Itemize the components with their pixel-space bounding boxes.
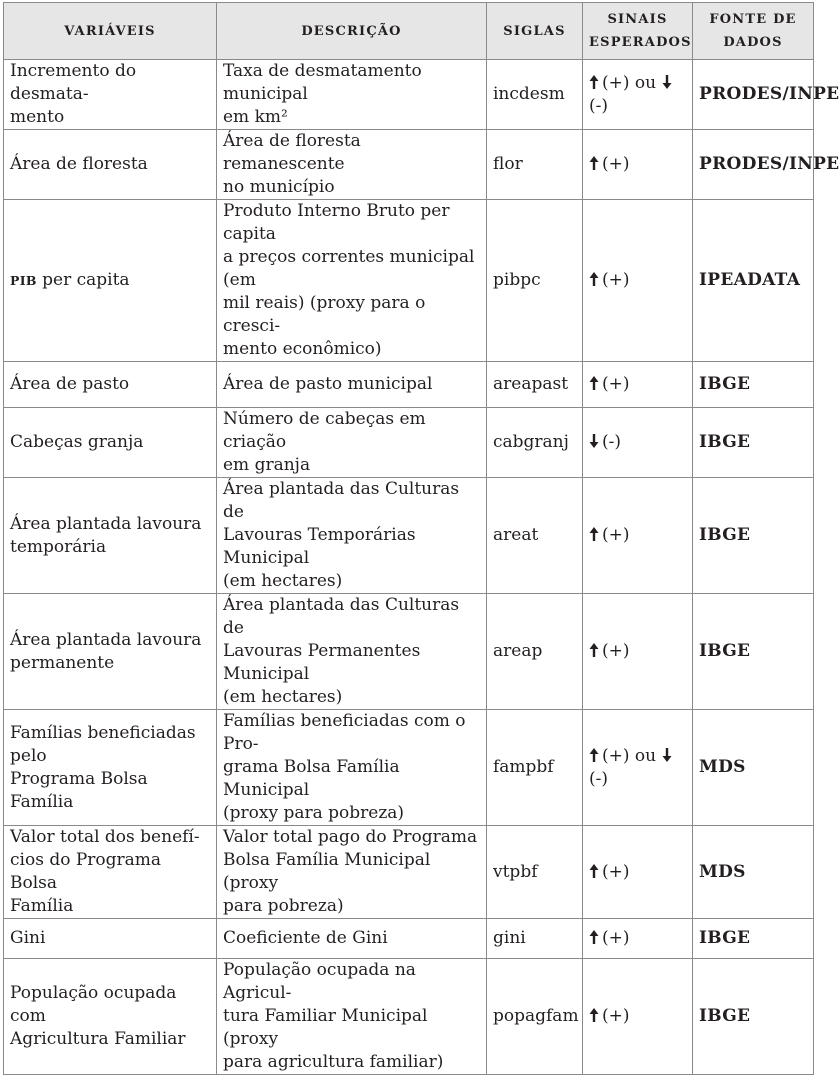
cell-fonte: IBGE xyxy=(693,478,814,594)
sign-positive: (+) xyxy=(602,270,630,290)
cell-sigla: pibpc xyxy=(487,200,583,362)
text-line: em km² xyxy=(223,107,288,127)
text-line: Área plantada lavoura xyxy=(10,629,202,650)
sign-positive: (+) xyxy=(602,72,630,93)
cell-sigla: areat xyxy=(487,478,583,594)
header-descricao: DESCRIÇÃO xyxy=(217,3,487,60)
cell-sinal xyxy=(583,130,693,200)
sign-positive: (+) xyxy=(602,374,630,394)
text-line: em granja xyxy=(223,455,311,475)
cell-sinal xyxy=(583,478,693,594)
arrow-up-icon xyxy=(589,748,599,762)
cell-variavel xyxy=(4,826,217,919)
text-line: mil reais) (proxy para o cresci- xyxy=(223,293,426,336)
text-line: (em hectares) xyxy=(223,571,343,591)
cell-sinal xyxy=(583,826,693,919)
header-fonte-de-dados: FONTE DE DADOS xyxy=(693,3,814,60)
cell-fonte: IBGE xyxy=(693,919,814,959)
cell-variavel xyxy=(4,60,217,130)
cell-sigla: areap xyxy=(487,594,583,710)
cell-descricao xyxy=(217,919,487,959)
text-line: Famílias beneficiadas pelo xyxy=(10,722,196,766)
text-line: grama Bolsa Família Municipal xyxy=(223,757,400,800)
cell-descricao xyxy=(217,710,487,826)
arrow-up-icon xyxy=(589,1008,599,1022)
table-row xyxy=(4,60,814,130)
text-line: Lavouras Permanentes Municipal xyxy=(223,641,421,684)
header-siglas: SIGLAS xyxy=(487,3,583,60)
text-line: (proxy para pobreza) xyxy=(223,803,405,823)
cell-sigla: cabgranj xyxy=(487,408,583,478)
variavel-rest: per capita xyxy=(36,270,130,290)
cell-sigla: gini xyxy=(487,919,583,959)
cell-sigla: fampbf xyxy=(487,710,583,826)
cell-sinal xyxy=(583,959,693,1075)
text-line: mento econômico) xyxy=(223,339,382,359)
text-line: Valor total pago do Programa xyxy=(223,827,478,847)
sign-negative: (-) xyxy=(602,432,622,452)
cell-variavel xyxy=(4,130,217,200)
cell-sinal xyxy=(583,710,693,826)
table-row xyxy=(4,919,814,959)
cell-variavel xyxy=(4,919,217,959)
arrow-up-icon xyxy=(589,272,599,286)
sign-positive: (+) xyxy=(602,745,630,766)
sign-negative: (-) xyxy=(589,95,609,116)
text-line: no município xyxy=(223,177,335,197)
cell-fonte: PRODES/INPE xyxy=(693,130,814,200)
cell-variavel xyxy=(4,594,217,710)
cell-variavel xyxy=(4,478,217,594)
cell-descricao xyxy=(217,200,487,362)
table-body xyxy=(4,60,839,1075)
table-row xyxy=(4,478,814,594)
cell-fonte: MDS xyxy=(693,826,814,919)
header-sinais-esperados: SINAIS ESPERADOS xyxy=(583,3,693,60)
arrow-down-icon xyxy=(589,434,599,448)
text-line: Número de cabeças em criação xyxy=(223,409,426,452)
header-variaveis: VARIÁVEIS xyxy=(4,3,217,60)
arrow-up-icon xyxy=(589,930,599,944)
cell-sinal xyxy=(583,200,693,362)
cell-sinal xyxy=(583,408,693,478)
cell-fonte: IBGE xyxy=(693,959,814,1075)
cell-sinal xyxy=(583,919,693,959)
cell-sigla: vtpbf xyxy=(487,826,583,919)
arrow-up-icon xyxy=(589,75,599,89)
text-line: Produto Interno Bruto per capita xyxy=(223,201,450,244)
text-line: Agricultura Familiar xyxy=(10,1029,186,1049)
cell-sigla: flor xyxy=(487,130,583,200)
table-row xyxy=(4,959,814,1075)
table-row xyxy=(4,826,814,919)
sign-positive: (+) xyxy=(602,861,630,882)
text-line: Programa Bolsa Família xyxy=(10,768,148,812)
text-line: Gini xyxy=(10,928,46,948)
text-line: Área plantada das Culturas de xyxy=(223,595,460,638)
cell-descricao xyxy=(217,130,487,200)
text-line: Incremento do desmata- xyxy=(10,61,137,104)
cell-variavel xyxy=(4,408,217,478)
cell-descricao xyxy=(217,408,487,478)
text-line: Área de floresta xyxy=(10,154,148,174)
text-line: Lavouras Temporárias Municipal xyxy=(223,525,416,568)
text-line: cios do Programa Bolsa xyxy=(10,850,162,893)
sign-conjunction: ou xyxy=(634,72,657,93)
text-line: Família xyxy=(10,896,74,916)
text-line: Bolsa Família Municipal (proxy xyxy=(223,850,431,893)
table-row xyxy=(4,594,814,710)
sign-positive: (+) xyxy=(602,1006,630,1026)
cell-variavel xyxy=(4,710,217,826)
text-line: Área de floresta remanescente xyxy=(223,131,361,174)
cell-variavel xyxy=(4,362,217,408)
arrow-down-icon xyxy=(662,748,672,762)
variables-table xyxy=(3,2,839,1075)
text-line: Área plantada das Culturas de xyxy=(223,479,460,522)
cell-descricao xyxy=(217,478,487,594)
cell-sinal xyxy=(583,362,693,408)
sign-negative: (-) xyxy=(589,768,609,789)
cell-fonte: IBGE xyxy=(693,594,814,710)
cell-fonte: PRODES/INPE xyxy=(693,60,814,130)
text-line: temporária xyxy=(10,536,107,557)
text-line: mento xyxy=(10,107,65,127)
text-line: Área plantada lavoura xyxy=(10,513,202,534)
text-line: Área de pasto xyxy=(10,374,130,394)
arrow-up-icon xyxy=(589,156,599,170)
arrow-up-icon xyxy=(589,643,599,657)
table-row xyxy=(4,710,814,826)
text-line: População ocupada na Agricul- xyxy=(223,960,416,1003)
cell-fonte: IBGE xyxy=(693,362,814,408)
table-row xyxy=(4,130,814,200)
text-line: tura Familiar Municipal (proxy xyxy=(223,1006,428,1049)
sign-positive: (+) xyxy=(602,154,630,174)
cell-variavel xyxy=(4,200,217,362)
text-line: População ocupada com xyxy=(10,983,177,1026)
cell-fonte: MDS xyxy=(693,710,814,826)
text-line: permanente xyxy=(10,652,115,673)
arrow-up-icon xyxy=(589,527,599,541)
cell-descricao xyxy=(217,362,487,408)
sign-positive: (+) xyxy=(602,641,630,661)
variavel-abbrev: PIB xyxy=(10,273,37,288)
arrow-down-icon xyxy=(662,75,672,89)
cell-fonte: IPEADATA xyxy=(693,200,814,362)
text-line: para agricultura familiar) xyxy=(223,1052,444,1072)
cell-sinal xyxy=(583,594,693,710)
text-line: Famílias beneficiadas com o Pro- xyxy=(223,711,466,754)
sign-conjunction: ou xyxy=(634,745,657,766)
cell-variavel xyxy=(4,959,217,1075)
cell-descricao xyxy=(217,60,487,130)
arrow-up-icon xyxy=(589,864,599,878)
text-line: Coeficiente de Gini xyxy=(223,928,388,948)
cell-sigla: incdesm xyxy=(487,60,583,130)
text-line: (em hectares) xyxy=(223,687,343,707)
table-row xyxy=(4,362,814,408)
table-row xyxy=(4,408,814,478)
cell-fonte: IBGE xyxy=(693,408,814,478)
cell-descricao xyxy=(217,594,487,710)
text-line: Taxa de desmatamento municipal xyxy=(223,61,422,104)
sign-positive: (+) xyxy=(602,525,630,545)
table-row xyxy=(4,200,814,362)
text-line: Valor total dos benefí- xyxy=(10,827,200,847)
text-line: a preços correntes municipal (em xyxy=(223,247,475,290)
cell-sigla: popagfam xyxy=(487,959,583,1075)
text-line: Cabeças granja xyxy=(10,432,144,452)
cell-sinal xyxy=(583,60,693,130)
sign-positive: (+) xyxy=(602,928,630,948)
cell-descricao xyxy=(217,959,487,1075)
arrow-up-icon xyxy=(589,376,599,390)
cell-descricao xyxy=(217,826,487,919)
text-line: Área de pasto municipal xyxy=(223,374,433,394)
cell-sigla: areapast xyxy=(487,362,583,408)
text-line: para pobreza) xyxy=(223,896,344,916)
table-header xyxy=(4,3,814,60)
